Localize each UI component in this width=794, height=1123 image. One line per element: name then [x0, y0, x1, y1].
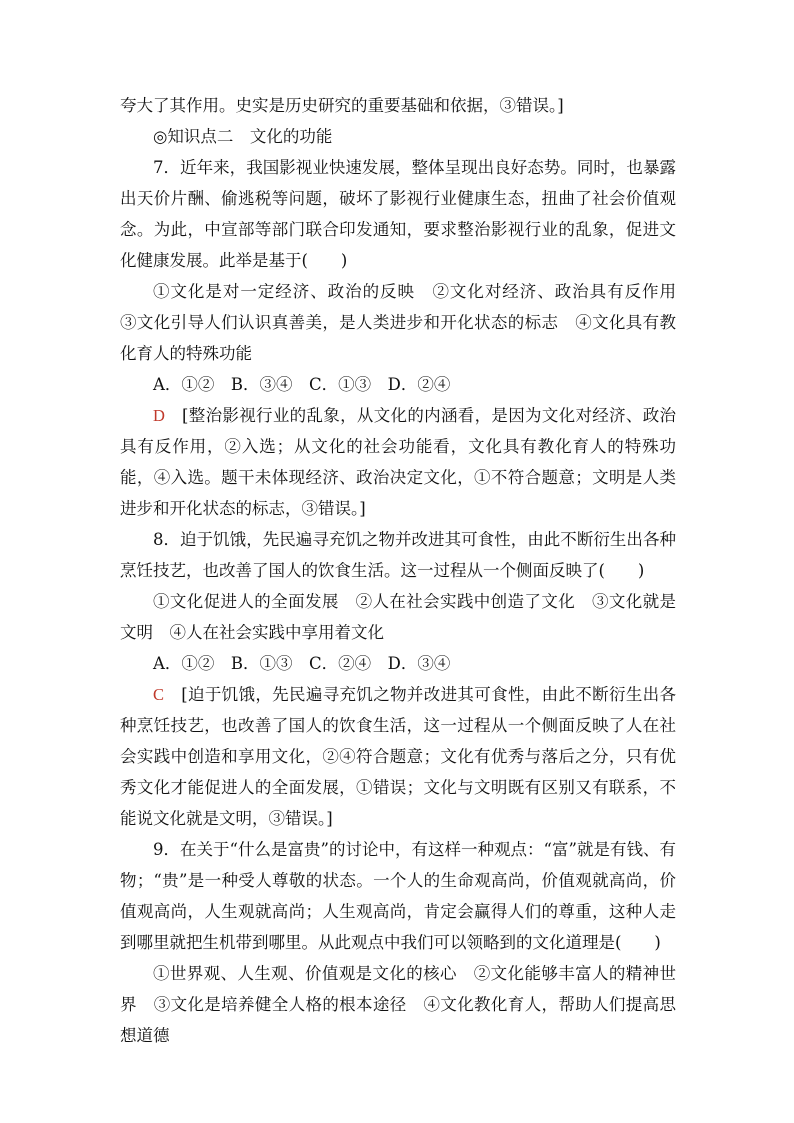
question-8-options: A．①② B．①③ C．②④ D．③④ — [153, 654, 451, 673]
question-8-answer — [120, 679, 676, 834]
question-7-statements: ①文化是对一定经济、政治的反映 ②文化对经济、政治具有反作用 ③文化引导人们认识真善美，是人类进步和开化状态的标志 ④文化具有教化育人的特殊功能 — [120, 282, 693, 363]
section-heading: ◎知识点二 文化的功能 — [153, 127, 333, 146]
question-7-stem: 7．近年来，我国影视业快速发展，整体呈现出良好态势。同时，也暴露出天价片酬、偷逃税等问题，破坏了影视行业健康生态，扭曲了社会价值观念。为此，中宣部等部门联合印发通知，要求整治影视行业的乱象，促进文化健康发展。此举是基于( ) — [120, 158, 676, 270]
answer-explanation: [迫于饥饿，先民遍寻充饥之物并改进其可食性，由此不断衍生出各种烹饪技艺，也改善了国人的饮食生活，这一过程从一个侧面反映了人在社会实践中创造和享用文化，②④符合题意；文化有优秀与落后之分，只有优秀文化才能促进人的全面发展，①错误；文化与文明既有区别又有联系，不能说文化就是文明，③错误。] — [120, 685, 677, 828]
question-7-answer — [120, 400, 676, 524]
question-7-options: A．①② B．③④ C．①③ D．②④ — [153, 375, 451, 394]
document-page — [120, 90, 693, 1051]
continuation-line: 夸大了其作用。史实是历史研究的重要基础和依据，③错误。] — [120, 96, 564, 115]
question-8-stem: 8．迫于饥饿，先民遍寻充饥之物并改进其可食性，由此不断衍生出各种烹饪技艺，也改善了国人的饮食生活。这一过程从一个侧面反映了( ) — [120, 530, 676, 580]
answer-explanation: [整治影视行业的乱象，从文化的内涵看，是因为文化对经济、政治具有反作用，②入选；从文化的社会功能看，文化具有教化育人的特殊功能，④入选。题干未体现经济、政治决定文化，①不符合题意；文明是人类进步和开化状态的标志，③错误。] — [120, 406, 677, 518]
question-8-statements: ①文化促进人的全面发展 ②人在社会实践中创造了文化 ③文化就是文明 ④人在社会实践中享用着文化 — [120, 592, 676, 642]
question-9-stem: 9．在关于“什么是富贵”的讨论中，有这样一种观点：“富”就是有钱、有物；“贵”是一种受人尊敬的状态。一个人的生命观高尚，价值观就高尚，价值观高尚，人生观就高尚；人生观高尚，肯定会赢得人们的尊重，这种人走到哪里就把生机带到哪里。从此观点中我们可以领略到的文化道理是( ) — [120, 840, 676, 952]
answer-letter: C — [153, 685, 165, 704]
question-9-statements: ①世界观、人生观、价值观是文化的核心 ②文化能够丰富人的精神世界 ③文化是培养健全人格的根本途径 ④文化教化育人，帮助人们提高思想道德 — [120, 964, 676, 1045]
answer-letter: D — [153, 406, 165, 425]
